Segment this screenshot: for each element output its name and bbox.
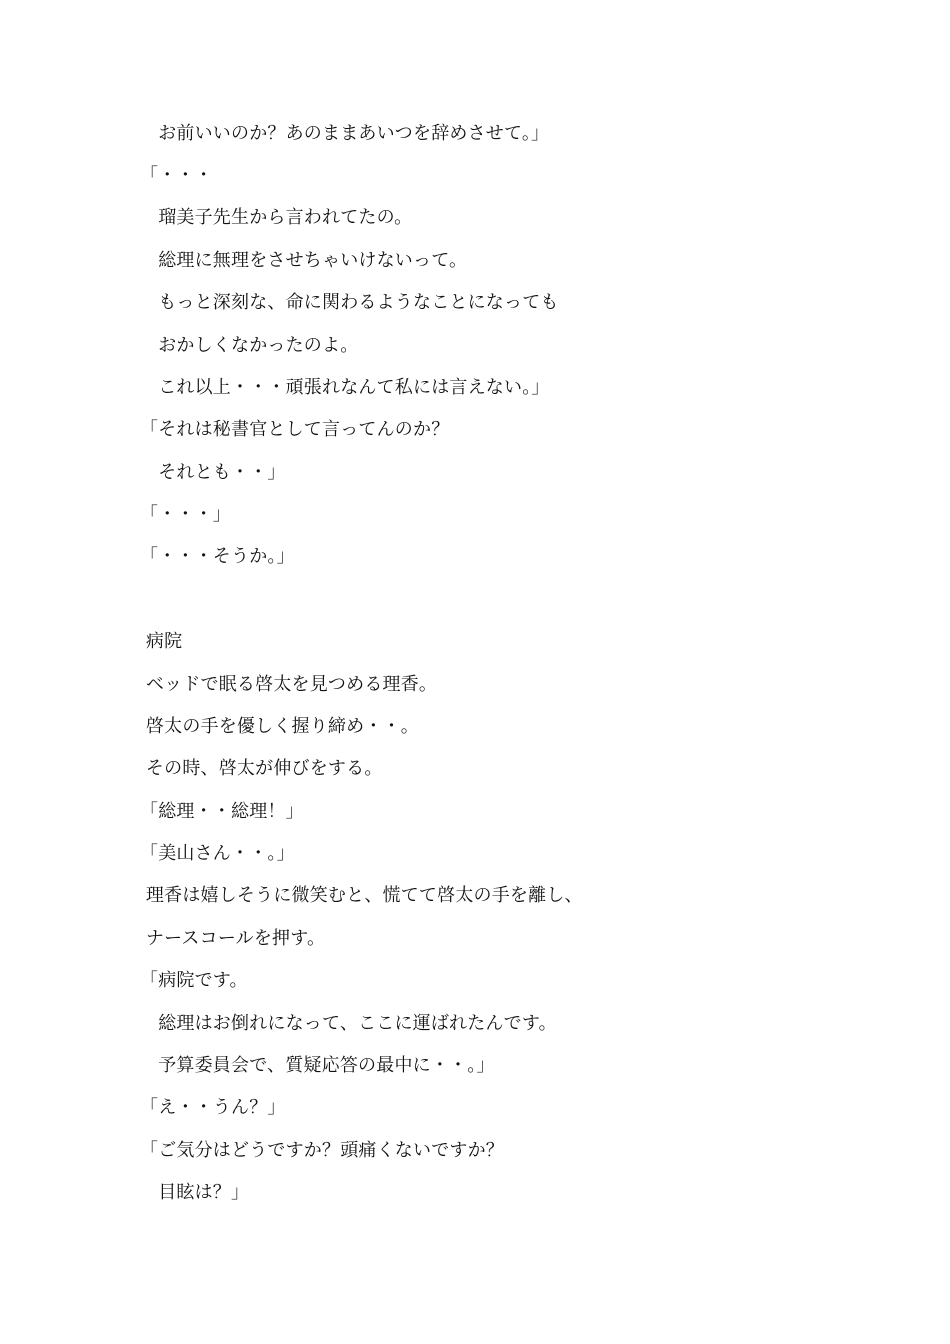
scene-heading: 病院 <box>140 631 183 652</box>
text-line: 目眩は？」 <box>140 1182 250 1203</box>
text-line: その時、啓太が伸びをする。 <box>140 758 383 779</box>
text-line: 総理に無理をさせちゃいけないって。 <box>140 250 468 271</box>
text-line: おかしくなかったのよ。 <box>140 335 359 356</box>
text-line: 理香は嬉しそうに微笑むと、慌てて啓太の手を離し、 <box>140 885 583 906</box>
text-line: 「病院です。 <box>140 970 248 991</box>
text-line: 「美山さん・・。」 <box>140 843 295 864</box>
text-line: もっと深刻な、命に関わるようなことになっても <box>140 292 559 313</box>
text-line: 「総理・・総理！」 <box>140 801 304 822</box>
text-line: 瑠美子先生から言われてたの。 <box>140 207 413 228</box>
text-line: それとも・・」 <box>140 462 286 483</box>
text-line: 「それは秘書官として言ってんのか？ <box>140 419 450 440</box>
text-line: 「・・・そうか。」 <box>140 546 295 567</box>
text-line: 「え・・うん？」 <box>140 1097 286 1118</box>
text-line: お前いいのか？あのままあいつを辞めさせて。」 <box>140 123 550 144</box>
text-line: ナースコールを押す。 <box>140 928 326 949</box>
text-line: 総理はお倒れになって、ここに運ばれたんです。 <box>140 1013 557 1034</box>
text-line: 「・・・ <box>140 165 213 186</box>
text-line: 「ご気分はどうですか？頭痛くないですか？ <box>140 1140 504 1161</box>
text-line: これ以上・・・頑張れなんて私には言えない。」 <box>140 377 550 398</box>
text-line: 「・・・」 <box>140 504 231 525</box>
text-line: 予算委員会で、質疑応答の最中に・・。」 <box>140 1055 495 1076</box>
text-line: ベッドで眠る啓太を見つめる理香。 <box>140 674 438 695</box>
text-line: 啓太の手を優しく握り締め・・。 <box>140 716 419 737</box>
